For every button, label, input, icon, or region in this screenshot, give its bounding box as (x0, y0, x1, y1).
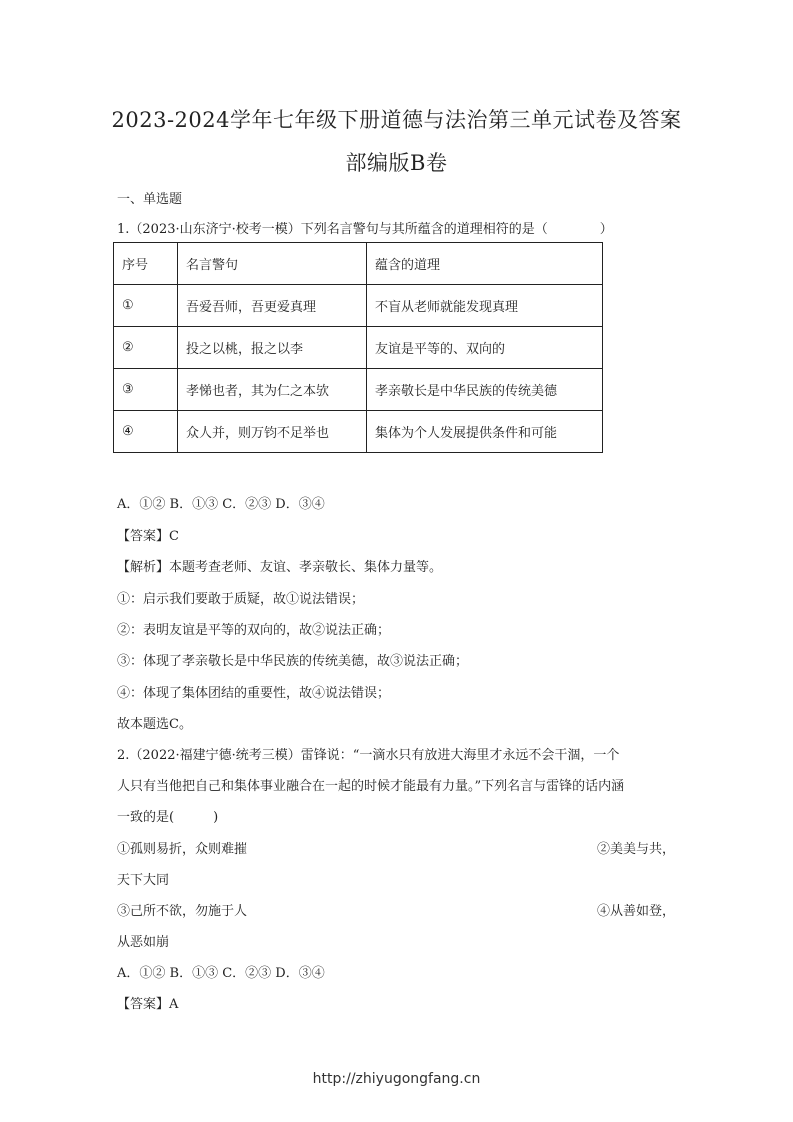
table-cell: 孝悌也者，其为仁之本欤 (178, 369, 367, 411)
table-header-row (114, 243, 603, 285)
document-title-line1: 2023-2024学年七年级下册道德与法治第三单元试卷及答案 (111, 108, 682, 132)
table-header-cell: 名言警句 (178, 243, 367, 285)
table-cell: ② (114, 327, 178, 369)
table-header-cell: 序号 (114, 243, 178, 285)
question-2-stem-line: 一致的是( ) (117, 810, 219, 825)
question-2-answer: 【答案】A (117, 997, 179, 1012)
question-1-answer: 【答案】C (117, 529, 179, 544)
table-row (114, 327, 603, 369)
table-cell: ③ (114, 369, 178, 411)
table-cell: 集体为个人发展提供条件和可能 (367, 411, 603, 453)
analysis-line: 故本题选C。 (117, 717, 192, 732)
table-cell: 孝亲敬长是中华民族的传统美德 (367, 369, 603, 411)
footer-url[interactable]: http://zhiyugongfang.cn (312, 1071, 481, 1087)
question-2-item-1: ①孤则易折，众则难摧 (117, 842, 248, 857)
question-1-table (113, 242, 603, 453)
table-row (114, 411, 603, 453)
table-cell: ① (114, 285, 178, 327)
question-2-item-4-cont: 从恶如崩 (117, 935, 170, 950)
question-2-options: A．①② B．①③ C．②③ D．③④ (117, 966, 325, 981)
table-header-cell: 蕴含的道理 (367, 243, 603, 285)
document-title-line2: 部编版B卷 (345, 151, 448, 175)
question-2-item-2-cont: 天下大同 (117, 873, 170, 888)
table-cell: 不盲从老师就能发现真理 (367, 285, 603, 327)
table-cell: 吾爱吾师，吾更爱真理 (178, 285, 367, 327)
table-row (114, 285, 603, 327)
table-cell: 众人并，则万钧不足举也 (178, 411, 367, 453)
analysis-line: ④：体现了集体团结的重要性，故④说法错误； (117, 686, 391, 701)
question-2-item-4: ④从善如登， (596, 904, 675, 919)
analysis-line: ②：表明友谊是平等的双向的，故②说法正确； (117, 623, 391, 638)
analysis-line: ③：体现了孝亲敬长是中华民族的传统美德，故③说法正确； (117, 654, 469, 669)
question-2-stem-line: 2.（2022·福建宁德·统考三模）雷锋说：“一滴水只有放进大海里才永远不会干涸，一个 (117, 748, 620, 763)
table-cell: ④ (114, 411, 178, 453)
table-row (114, 369, 603, 411)
question-1-options: A．①② B．①③ C．②③ D．③④ (117, 497, 325, 512)
analysis-line: ①：启示我们要敢于质疑，故①说法错误； (117, 592, 365, 607)
section-heading: 一、单选题 (117, 192, 183, 207)
table-cell: 投之以桃，报之以李 (178, 327, 367, 369)
question-2-item-3: ③己所不欲，勿施于人 (117, 904, 248, 919)
question-2-stem-line: 人只有当他把自己和集体事业融合在一起的时候才能最有力量。”下列名言与雷锋的话内涵 (117, 779, 625, 794)
question-2-item-2: ②美美与共， (596, 842, 675, 857)
question-1-stem: 1.（2023·山东济宁·校考一模）下列名言警句与其所蕴含的道理相符的是（ ） (117, 222, 613, 237)
table-cell: 友谊是平等的、双向的 (367, 327, 603, 369)
analysis-line: 【解析】本题考查老师、友谊、孝亲敬长、集体力量等。 (117, 560, 443, 575)
